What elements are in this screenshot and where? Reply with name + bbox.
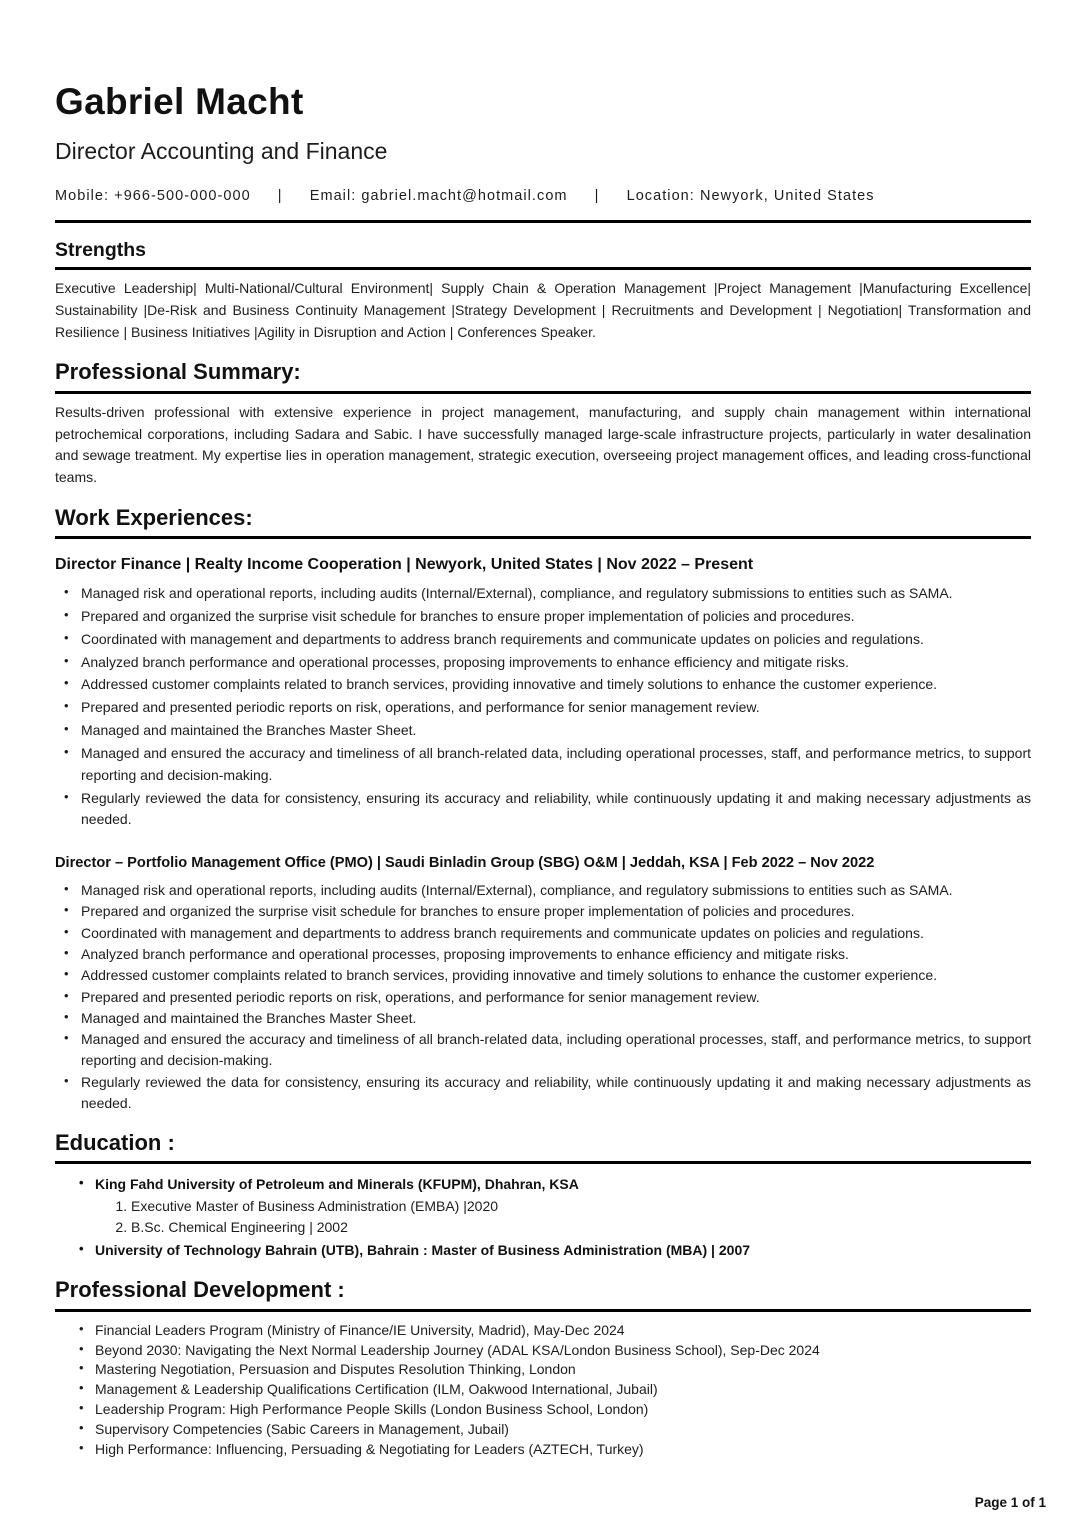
work-heading: Work Experiences: [55, 505, 253, 531]
job-bullet: • Managed and maintained the Branches Master Sheet. [55, 1008, 1031, 1029]
job-bullet: • Addressed customer complaints related to branch services, providing innovative and timely solutions to enhance the customer experience. [55, 965, 1031, 986]
resume-header [55, 0, 1031, 223]
education-degree-list [95, 1196, 1031, 1239]
education-item [55, 1174, 1031, 1239]
job-bullet: • Managed and ensured the accuracy and timeliness of all branch-related data, including operational processes, staff, and performance metrics, to support reporting and decision-making. [55, 1029, 1031, 1072]
job-bullet: • Managed and maintained the Branches Master Sheet. [55, 720, 1031, 742]
contact-location: Location: Newyork, United States [626, 188, 875, 205]
summary-heading: Professional Summary: [55, 359, 301, 385]
education-institution: King Fahd University of Petroleum and Minerals (KFUPM), Dhahran, KSA [95, 1176, 579, 1193]
professional-development-item: • Leadership Program: High Performance People Skills (London Business School, London) [55, 1400, 1031, 1420]
section-work-experiences [55, 505, 1031, 1114]
education-heading: Education : [55, 1130, 175, 1156]
professional-development-item: • High Performance: Influencing, Persuading & Negotiating for Leaders (AZTECH, Turkey) [55, 1440, 1031, 1460]
job-bullet: • Coordinated with management and departments to address branch requirements and communicate updates on policies and regulations. [55, 629, 1031, 651]
summary-text: Results-driven professional with extensive experience in project management, manufacturing, and supply chain management within international petrochemical corporations, including Sadara and Sabic. I have successfully managed large-scale infrastructure projects, particularly in water desalination and sewage treatment. My expertise lies in operation management, strategic execution, overseeing project management offices, and leading cross-functional teams. [55, 403, 1031, 486]
job-bullet: • Managed risk and operational reports, including audits (Internal/External), compliance, and regulatory submissions to entities such as SAMA. [55, 583, 1031, 605]
contact-line [55, 164, 1031, 205]
professional-development-list [55, 1312, 1031, 1460]
education-institution: University of Technology Bahrain (UTB), Bahrain : Master of Business Administration (MBA) | 2007 [95, 1242, 751, 1259]
education-degree: 1. Executive Master of Business Administration (EMBA) |2020 [131, 1196, 1031, 1218]
work-entry [55, 832, 1031, 1114]
job-bullet: • Regularly reviewed the data for consistency, ensuring its accuracy and reliability, while continuously updating it and making necessary adjustments as needed. [55, 788, 1031, 832]
work-entry [55, 539, 1031, 831]
contact-separator-1: | [277, 188, 283, 205]
job-bullet-list [55, 576, 1031, 831]
job-bullet: • Prepared and organized the surprise visit schedule for branches to ensure proper implementation of policies and procedures. [55, 901, 1031, 922]
education-item [55, 1240, 1031, 1261]
candidate-name: Gabriel Macht [55, 81, 304, 122]
job-bullet: • Prepared and presented periodic reports on risk, operations, and performance for senior management review. [55, 987, 1031, 1008]
education-list [55, 1164, 1031, 1261]
contact-mobile: Mobile: +966-500-000-000 [55, 188, 251, 205]
job-bullet-list [55, 873, 1031, 1114]
page-footer: Page 1 of 1 [974, 1495, 1046, 1510]
education-degree: 2. B.Sc. Chemical Engineering | 2002 [131, 1217, 1031, 1239]
section-professional-summary [55, 359, 1031, 489]
section-professional-development [55, 1277, 1031, 1459]
job-bullet: • Managed and ensured the accuracy and timeliness of all branch-related data, including operational processes, staff, and performance metrics, to support reporting and decision-making. [55, 743, 1031, 787]
professional-development-item: • Financial Leaders Program (Ministry of Finance/IE University, Madrid), May-Dec 2024 [55, 1321, 1031, 1341]
job-bullet: • Analyzed branch performance and operational processes, proposing improvements to enhance efficiency and mitigate risks. [55, 944, 1031, 965]
job-bullet: • Prepared and organized the surprise visit schedule for branches to ensure proper implementation of policies and procedures. [55, 606, 1031, 628]
candidate-job-title: Director Accounting and Finance [55, 137, 388, 164]
section-strengths [55, 239, 1031, 344]
job-bullet: • Managed risk and operational reports, including audits (Internal/External), compliance, and regulatory submissions to entities such as SAMA. [55, 880, 1031, 901]
job-bullet: • Analyzed branch performance and operational processes, proposing improvements to enhance efficiency and mitigate risks. [55, 652, 1031, 674]
contact-separator-2: | [594, 188, 600, 205]
job-bullet: • Coordinated with management and departments to address branch requirements and communicate updates on policies and regulations. [55, 923, 1031, 944]
job-title-line: Director – Portfolio Management Office (PMO) | Saudi Binladin Group (SBG) O&M | Jeddah, KSA | Feb 2022 – Nov 2022 [55, 855, 875, 872]
header-divider [55, 220, 1031, 223]
professional-development-item: • Mastering Negotiation, Persuasion and Disputes Resolution Thinking, London [55, 1360, 1031, 1380]
strengths-text: Executive Leadership| Multi-National/Cultural Environment| Supply Chain & Operation Management |Project Management |Manufacturing Excellence| Sustainability |De-Risk and Business Continuity Management |Strategy Development | Recruitments and Development | Negotiation| Transformation and Resilience | Business Initiatives |Agility in Disruption and Action | Conferences Speaker. [55, 279, 1031, 340]
strengths-heading: Strengths [55, 238, 147, 261]
contact-email: Email: gabriel.macht@hotmail.com [309, 188, 568, 205]
professional-development-heading: Professional Development : [55, 1277, 345, 1303]
section-education [55, 1130, 1031, 1261]
job-title-line: Director Finance | Realty Income Cooperation | Newyork, United States | Nov 2022 – Present [55, 556, 754, 574]
job-bullet: • Regularly reviewed the data for consistency, ensuring its accuracy and reliability, while continuously updating it and making necessary adjustments as needed. [55, 1072, 1031, 1115]
professional-development-item: • Supervisory Competencies (Sabic Careers in Management, Jubail) [55, 1420, 1031, 1440]
professional-development-item: • Beyond 2030: Navigating the Next Normal Leadership Journey (ADAL KSA/London Business School), Sep-Dec 2024 [55, 1341, 1031, 1361]
professional-development-item: • Management & Leadership Qualifications Certification (ILM, Oakwood International, Jubail) [55, 1380, 1031, 1400]
job-bullet: • Addressed customer complaints related to branch services, providing innovative and timely solutions to enhance the customer experience. [55, 674, 1031, 696]
job-bullet: • Prepared and presented periodic reports on risk, operations, and performance for senior management review. [55, 697, 1031, 719]
